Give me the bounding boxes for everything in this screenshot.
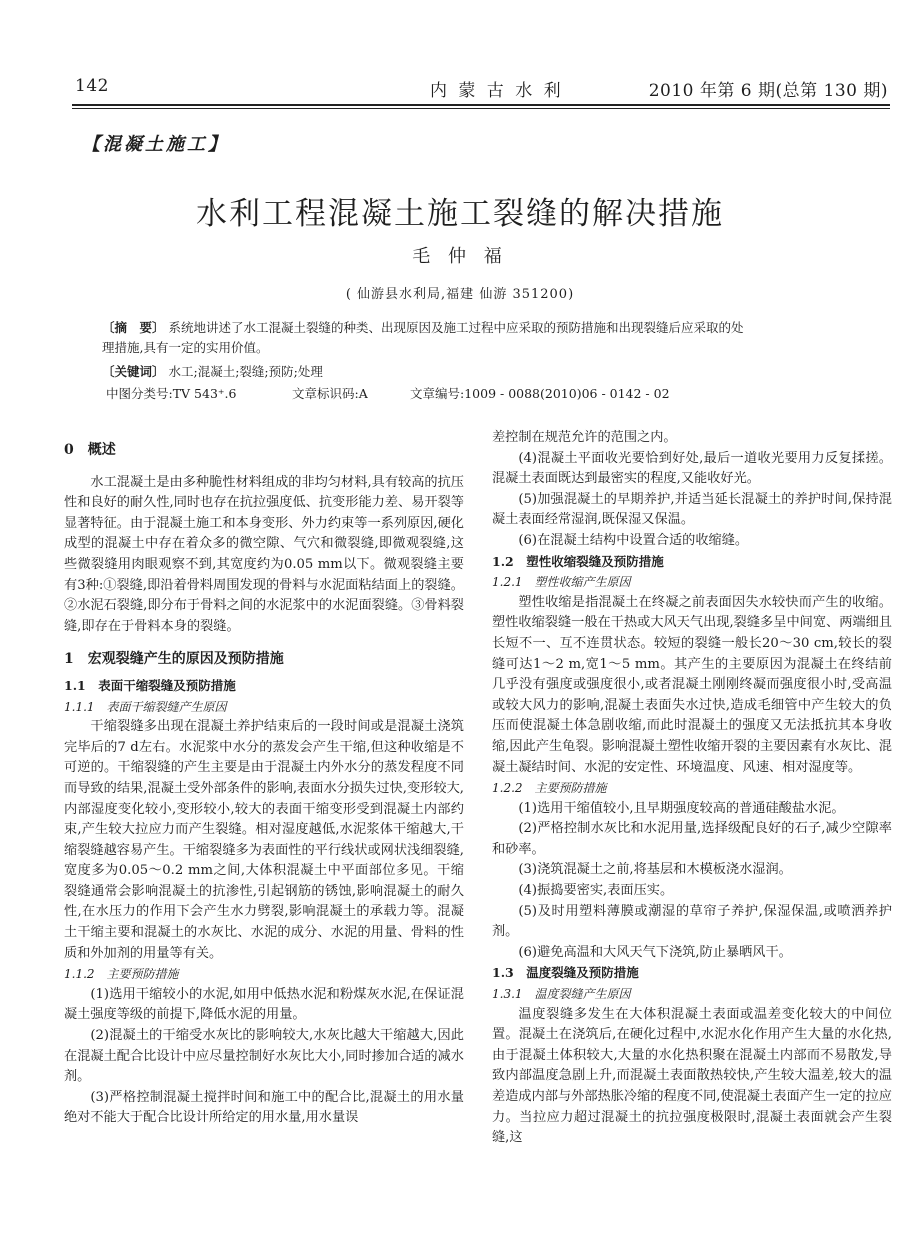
abstract-label: 〔摘 要〕 [102, 320, 165, 335]
clc-number: 中图分类号:TV 543⁺.6 [106, 386, 237, 401]
plastic-measure-1: (1)选用干缩值较小,且早期强度较高的普通硅酸盐水泥。 [518, 800, 845, 816]
page-number: 142 [75, 76, 109, 96]
journal-name: 内 蒙 古 水 利 [430, 81, 564, 101]
article-number: 文章编号:1009 - 0088(2010)06 - 0142 - 02 [410, 386, 670, 401]
section-1-2-1-paragraph: 塑性收缩是指混凝土在终凝之前表面因失水较快而产生的收缩。塑性收缩裂缝一般在干热或大风天气出现,裂缝多呈中间宽、两端细且长短不一、互不连贯状态。较短的裂缝一般长20～30 cm,较长的裂缝可达1～2 m,宽1～5 mm。其产生的主要原因为混凝土在终结前几乎没有强度或强度很小,或者混凝土刚刚终凝而强度很小时,受高温或较大风力的影响,混凝土表面失水过快,造成毛细管中产生较大的负压而使混凝土体急剧收缩,而此时混凝土的强度又无法抵抗其本身收缩,因此产生龟裂。影响混凝土塑性收缩开裂的主要因素有水灰比、混凝土凝结时间、水泥的安定性、环境温度、风速、相对湿度等。 [492, 594, 892, 775]
category-label: 【混凝土施工】 [82, 134, 229, 155]
measure-item-2: (2)混凝土的干缩受水灰比的影响较大,水灰比越大干缩越大,因此在混凝土配合比设计中应尽量控制好水灰比大小,同时掺加合适的减水剂。 [64, 1028, 464, 1085]
plastic-measure-3: (3)浇筑混凝土之前,将基层和木模板浇水湿润。 [518, 862, 792, 878]
section-0-heading: 0 概述 [64, 442, 116, 458]
plastic-measure-2: (2)严格控制水灰比和水泥用量,选择级配良好的石子,减少空隙率和砂率。 [492, 821, 892, 857]
measure-item-6: (6)在混凝土结构中设置合适的收缩缝。 [518, 532, 749, 548]
section-1-3-1-paragraph: 温度裂缝多发生在大体积混凝土表面或温差变化较大的中间位置。混凝土在浇筑后,在硬化过程中,水泥水化作用产生大量的水化热,由于混凝土体积较大,大量的水化热积聚在混凝土内部而不易散发,导致内部温度急剧上升,而混凝土表面散热较快,产生较大温差,较大的温差造成内部与外部热胀冷缩的程度不同,使混凝土表面产生一定的拉应力。当拉应力超过混凝土的抗拉强度极限时,混凝土表面就会产生裂缝,这 [492, 1006, 892, 1146]
keywords-text: 水工;混凝土;裂缝;预防;处理 [168, 364, 323, 379]
classification-line [106, 384, 874, 404]
keywords [102, 362, 874, 382]
measure-item-4: (4)混凝土平面收光要恰到好处,最后一道收光要用力反复揉搓。混凝土表面既达到最密实的程度,又能收好光。 [492, 450, 892, 487]
running-header [0, 76, 920, 106]
measure-item-1: (1)选用干缩较小的水泥,如用中低热水泥和粉煤灰水泥,在保证混凝土强度等级的前提下,降低水泥的用量。 [64, 986, 464, 1023]
left-column [64, 440, 464, 1129]
measure-item-3: (3)严格控制混凝土搅拌时间和施工中的配合比,混凝土的用水量绝对不能大于配合比设计所给定的用水量,用水量误 [64, 1089, 464, 1126]
section-1-3-heading: 1.3 温度裂缝及预防措施 [492, 965, 639, 981]
section-1-heading: 1 宏观裂缝产生的原因及预防措施 [64, 651, 284, 668]
abstract-text-1: 系统地讲述了水工混凝土裂缝的种类、出现原因及施工过程中应采取的预防措施和出现裂缝后应采取的处 [168, 320, 744, 335]
section-1-1-heading: 1.1 表面干缩裂缝及预防措施 [64, 677, 236, 693]
section-1-2-1-heading: 1.2.1 塑性收缩产生原因 [492, 575, 631, 590]
author: 毛 仲 福 [412, 246, 508, 267]
header-rule [72, 104, 890, 106]
right-column [492, 428, 892, 1149]
affiliation: ( 仙游县水利局,福建 仙游 351200) [345, 287, 575, 302]
section-1-3-1-heading: 1.3.1 温度裂缝产生原因 [492, 987, 631, 1002]
section-1-2-2-heading: 1.2.2 主要预防措施 [492, 781, 607, 796]
keywords-label: 〔关键词〕 [102, 364, 165, 379]
abstract [102, 318, 874, 358]
issue-info: 2010 年第 6 期(总第 130 期) [648, 81, 888, 101]
section-0-paragraph: 水工混凝土是由多种脆性材料组成的非均匀材料,具有较高的抗压性和良好的耐久性,同时也存在抗拉强度低、抗变形能力差、易开裂等显著特征。由于混凝土施工和本身变形、外力约束等一系列原因,硬化成型的混凝土中存在着众多的微空隙、气穴和微裂缝,即微观裂缝,这些微裂缝用肉眼观察不到,其宽度约为0.05 mm以下。微观裂缝主要有3种:①裂缝,即沿着骨料周围发现的骨料与水泥面粘结面上的裂缝。②水泥石裂缝,即分布于骨料之间的水泥浆中的水泥面裂缝。③骨料裂缝,即存在于骨料本身的裂缝。 [64, 474, 464, 634]
measure-item-5: (5)加强混凝土的早期养护,并适当延长混凝土的养护时间,保持混凝土表面经常湿润,既保湿又保温。 [492, 491, 892, 528]
section-1-2-heading: 1.2 塑性收缩裂缝及预防措施 [492, 553, 664, 569]
doc-code: 文章标识码:A [292, 386, 368, 401]
plastic-measure-6: (6)避免高温和大风天气下浇筑,防止暴晒风干。 [518, 944, 792, 960]
article-title: 水利工程混凝土施工裂缝的解决措施 [196, 196, 724, 232]
plastic-measure-4: (4)振捣要密实,表面压实。 [518, 883, 674, 899]
section-1-1-1-heading: 1.1.1 表面干缩裂缝产生原因 [64, 699, 227, 714]
section-1-1-2-heading: 1.1.2 主要预防措施 [64, 967, 179, 982]
header-rule-thin [72, 108, 890, 109]
plastic-measure-5: (5)及时用塑料薄膜或潮湿的草帘子养护,保湿保温,或喷洒养护剂。 [492, 903, 892, 940]
continued-text: 差控制在规范允许的范围之内。 [492, 430, 677, 445]
abstract-text-2: 理措施,具有一定的实用价值。 [102, 340, 269, 355]
section-1-1-1-paragraph: 干缩裂缝多出现在混凝土养护结束后的一段时间或是混凝土浇筑完毕后的7 d左右。水泥浆中水分的蒸发会产生干缩,但这种收缩是不可逆的。干缩裂缝的产生主要是由于混凝土内外水分的蒸发程度不同而导致的结果,混凝土受外部条件的影响,表面水分损失过快,变形较大,内部湿度变化较小,变形较小,较大的表面干缩变形受到混凝土内部约束,产生较大拉应力而产生裂缝。相对湿度越低,水泥浆体干缩越大,干缩裂缝越容易产生。干缩裂缝多为表面性的平行线状或网状浅细裂缝,宽度多为0.05～0.2 mm之间,大体积混凝土中平面部位多见。干缩裂缝通常会影响混凝土的抗渗性,引起钢筋的锈蚀,影响混凝土的耐久性,在水压力的作用下会产生水力劈裂,影响混凝土的承载力等。混凝土干缩主要和混凝土的水灰比、水泥的成分、水泥的用量、骨料的性质和外加剂的用量等有关。 [64, 719, 464, 961]
